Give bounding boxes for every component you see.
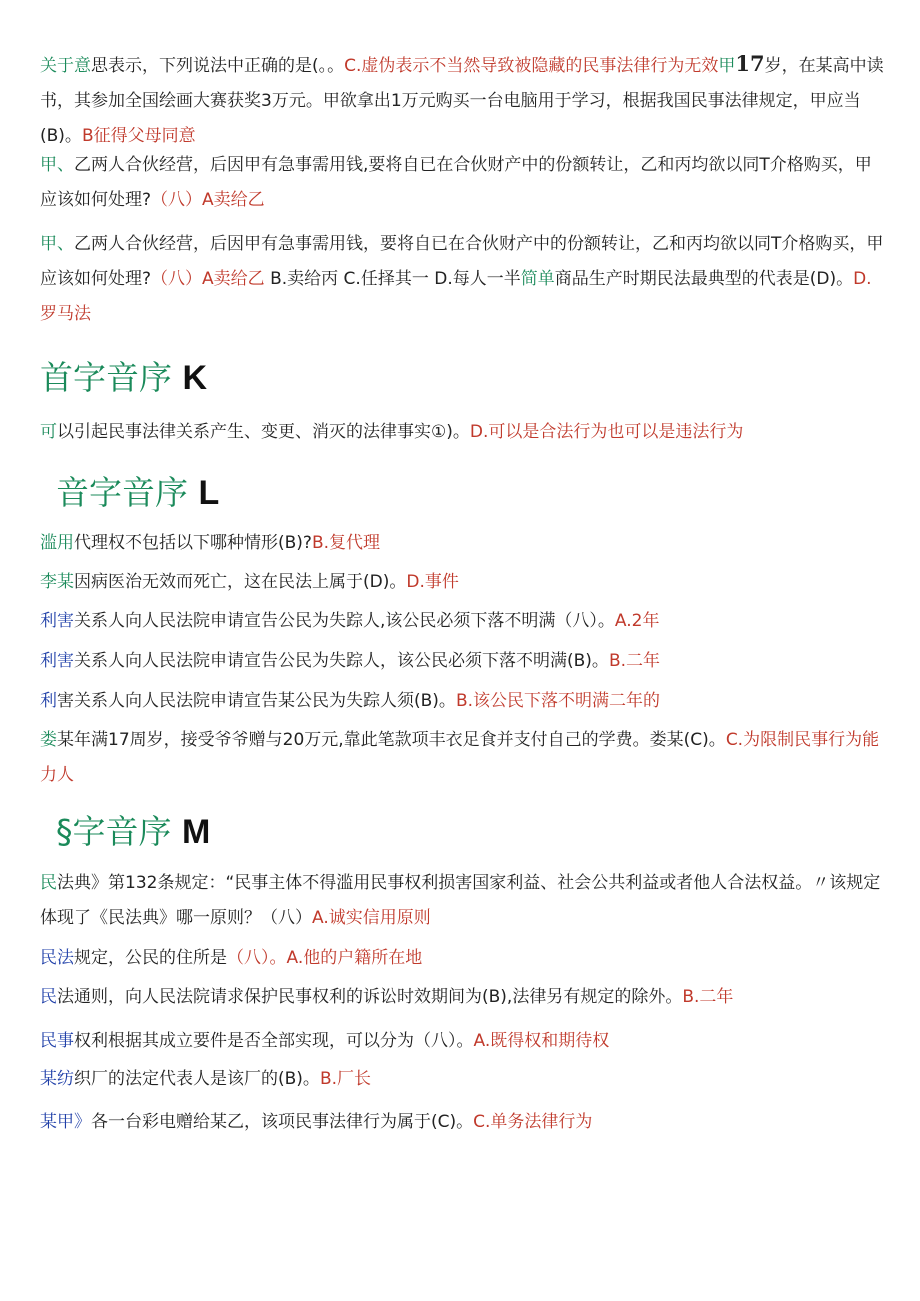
answer-text: C.为限制民事行为能力人 [40,730,880,785]
keyword: 某纺 [40,1069,74,1089]
question-text: 岁，在某高中读书，其参加全国绘画大赛获奖3万元。甲欲拿出1万元购买一台电脑用于学习，根据我国民事法律规定，甲应当(B)。 [40,56,884,146]
question-text: 害关系人向人民法院申请宣告某公民为失踪人须(B)。 [57,691,456,711]
answer-text: （八）A卖给乙 [151,269,265,289]
paragraph-q14 [40,1024,885,1059]
age-number: 17 [735,51,765,76]
question-text: 权利根据其成立要件是否全部实现，可以分为（八）。 [74,1031,474,1051]
question-text: 以引起民事法律关系产生、变更、消灭的法律事实①)。 [57,422,470,442]
keyword: 某甲》 [40,1112,91,1132]
options-text: B.卖给丙 C.任择其一 D.每人一半 [264,269,521,289]
question-text: 关系人向人民法院申请宣告公民为失踪人,该公民必须下落不明满（八）。 [74,611,615,631]
question-text: 因病医治无效而死亡，这在民法上属于(D)。 [74,572,407,592]
keyword: 可 [40,422,57,442]
keyword: 民 [40,987,57,1007]
paragraph-q6 [40,565,885,600]
answer-text: A.2年 [614,611,660,631]
question-text: 法通则，向人民法院请求保护民事权利的诉讼时效期间为(B),法律另有规定的除外。 [57,987,683,1007]
answer-text: （八）A卖给乙 [151,190,265,210]
heading-letter: L [198,474,220,512]
keyword: 李某 [40,572,74,592]
answer-text: （八）。A.他的户籍所在地 [227,948,423,968]
section-heading-k [40,356,207,400]
keyword: 简单 [520,269,555,289]
answer-text: B.复代理 [311,533,381,553]
answer-text: D.事件 [406,572,459,592]
answer-text: B.二年 [608,651,661,671]
answer-text: D.可以是合法行为也可以是违法行为 [469,422,744,442]
section-heading-m [56,810,210,854]
keyword: 利 [40,691,57,711]
question-text: 某年满17周岁，接受爷爷赠与20万元,靠此笔款项丰衣足食并支付自己的学费。娄某(C)。 [57,730,726,750]
paragraph-q5 [40,526,885,561]
paragraph-q12 [40,941,885,976]
heading-label: 首字音序 [40,358,172,397]
keyword: 利害 [40,611,74,631]
question-text: 代理权不包括以下哪种情形(B)? [74,533,312,553]
question-text: 乙两人合伙经营，后因甲有急事需用钱,要将自已在合伙财产中的份额转让，乙和丙均欲以同T介格购买，甲应该如何处理? [40,155,872,210]
answer-text: B征得父母同意 [81,126,196,146]
paragraph-q3 [40,227,885,332]
heading-label: 音字音序 [56,473,188,512]
keyword: 民 [40,873,57,893]
heading-label: §字音序 [56,812,172,851]
answer-text: B.厂长 [319,1069,372,1089]
paragraph-q16 [40,1105,885,1140]
question-text: 思表示，下列说法中正确的是(。。 [91,56,345,76]
keyword: 甲、 [40,234,74,254]
paragraph-q15 [40,1062,885,1097]
keyword: 利害 [40,651,74,671]
heading-letter: K [182,359,208,397]
paragraph-q8 [40,644,885,679]
paragraph-q13 [40,980,885,1015]
keyword: 甲、 [40,155,74,175]
answer-text: D.罗马法 [40,269,872,324]
paragraph-q9 [40,684,885,719]
paragraph-q2 [40,148,885,218]
question-text: 织厂的法定代表人是该厂的(B)。 [74,1069,320,1089]
answer-text: A.既得权和期待权 [473,1031,610,1051]
heading-letter: M [182,813,211,851]
question-text: 关系人向人民法院申请宣告公民为失踪人，该公民必须下落不明满(B)。 [74,651,609,671]
question-text: 法典》第132条规定：“民事主体不得滥用民事权利损害国家利益、社会公共利益或者他人合法权益。〃该规定体现了《民法典》哪一原则？（八） [40,873,881,928]
paragraph-q1 [40,46,885,154]
question-text: 商品生产时期民法最典型的代表是(D)。 [554,269,854,289]
keyword: 甲 [718,56,736,76]
keyword: 娄 [40,730,57,750]
section-heading-l [56,471,219,515]
paragraph-q7 [40,604,885,639]
paragraph-q10 [40,723,885,793]
keyword: 关于意 [40,56,91,76]
answer-text: A.诚实信用原则 [312,908,431,928]
answer-text: C.单务法律行为 [473,1112,593,1132]
question-text: 乙两人合伙经营，后因甲有急事需用钱，要将自已在合伙财产中的份额转让，乙和丙均欲以同T介格购买，甲应该如何处理? [40,234,884,289]
answer-text: B.二年 [682,987,734,1007]
question-text: 规定，公民的住所是 [74,948,227,968]
keyword: 民法 [40,948,74,968]
keyword: 民事 [40,1031,74,1051]
answer-text: B.该公民下落不明满二年的 [455,691,661,711]
paragraph-q4 [40,415,885,450]
answer-text: C.虚伪表示不当然导致被隐藏的民事法律行为无效 [344,56,719,76]
question-text: 各一台彩电赠给某乙，该项民事法律行为属于(C)。 [91,1112,474,1132]
keyword: 滥用 [40,533,74,553]
paragraph-q11 [40,866,885,936]
